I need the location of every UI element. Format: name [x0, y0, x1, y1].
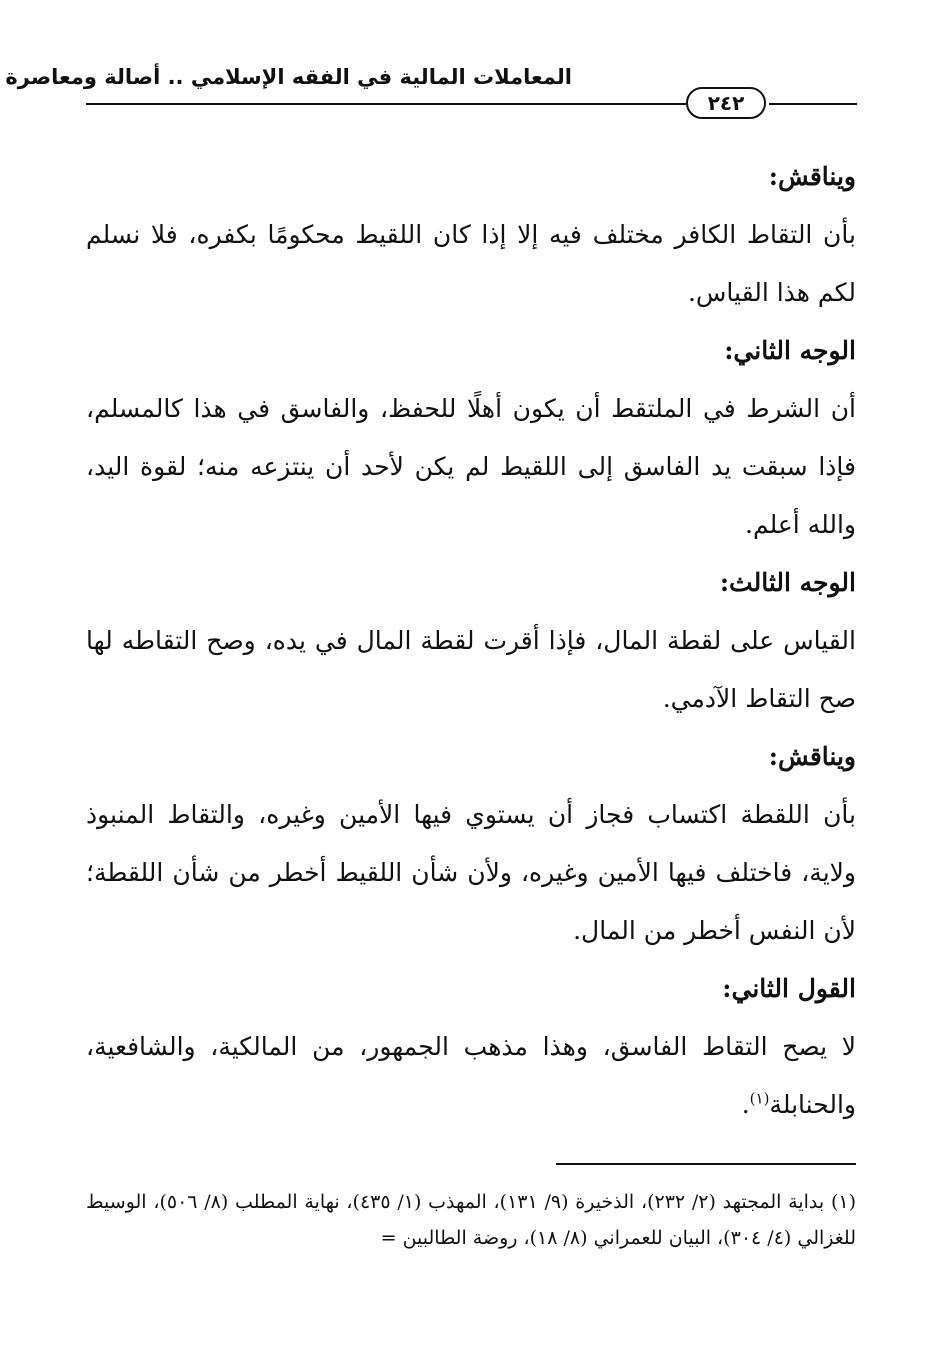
running-title: المعاملات المالية في الفقه الإسلامي .. أصالة ومعاصرة [5, 65, 572, 89]
paragraph-5-tail: . [741, 1090, 750, 1119]
footnote-separator [556, 1163, 856, 1165]
paragraph-1: بأن التقاط الكافر مختلف فيه إلا إذا كان اللقيط محكومًا بكفره، فلا نسلم لكم هذا القياس. [86, 220, 856, 307]
section-heading-second-opinion: القول الثاني: [722, 974, 856, 1003]
section-heading-third-aspect: الوجه الثالث: [719, 568, 856, 597]
paragraph-5 [86, 1018, 856, 1134]
section-heading-discussion-2: ويناقش: [768, 742, 856, 771]
header-rule-right [769, 103, 857, 105]
section-heading-second-aspect: الوجه الثاني: [724, 336, 856, 365]
paragraph-2: أن الشرط في الملتقط أن يكون أهلًا للحفظ، والفاسق في هذا كالمسلم، فإذا سبقت يد الفاسق إلى اللقيط لم يكن لأحد أن ينتزعه منه؛ لقوة اليد، والله أعلم. [86, 394, 856, 539]
body-text [86, 148, 856, 1134]
header-rule-left [86, 103, 686, 105]
paragraph-4: بأن اللقطة اكتساب فجاز أن يستوي فيها الأمين وغيره، والتقاط المنبوذ ولاية، فاختلف فيها الأمين وغيره، ولأن شأن اللقيط أخطر من شأن اللقطة؛ لأن النفس أخطر من المال. [86, 800, 856, 945]
paragraph-3: القياس على لقطة المال، فإذا أقرت لقطة المال في يده، وصح التقاطه لها صح التقاط الآدمي. [86, 626, 856, 713]
page-number: ٢٤٢ [686, 87, 766, 119]
section-heading-discussion-1: ويناقش: [768, 162, 856, 191]
footnote-1: (١) بداية المجتهد (٢/ ٢٣٢)، الذخيرة (٩/ ١٣١)، المهذب (١/ ٤٣٥)، نهاية المطلب (٨/ ٥٠٦)، الوسيط للغزالي (٤/ ٣٠٤)، البيان للعمراني (٨/ ١٨)، روضة الطالبين = [86, 1191, 856, 1249]
paragraph-5-text: لا يصح التقاط الفاسق، وهذا مذهب الجمهور، من المالكية، والشافعية، والحنابلة [86, 1032, 856, 1119]
footnote-reference[interactable]: (١) [749, 1089, 770, 1108]
